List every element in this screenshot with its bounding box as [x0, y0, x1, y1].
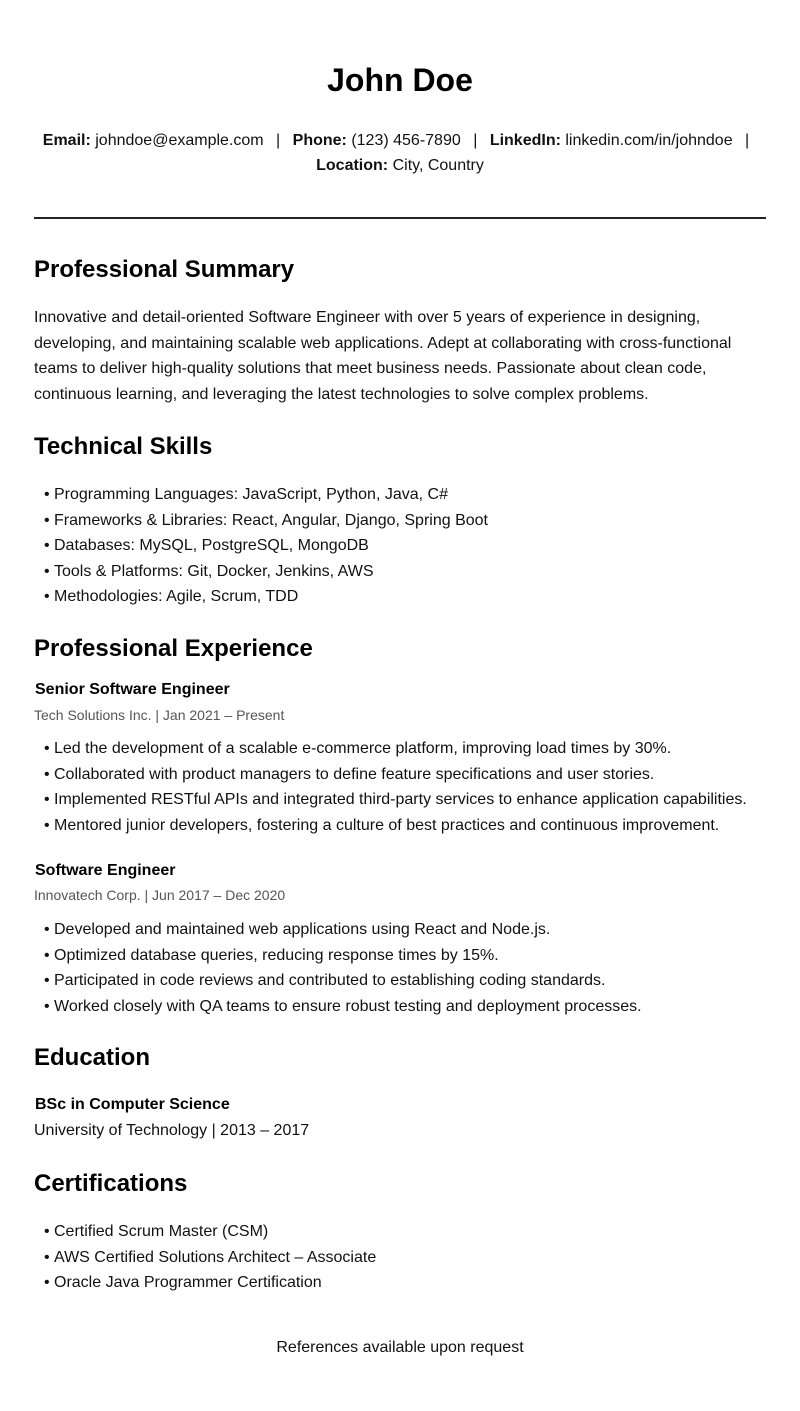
education-meta: University of Technology | 2013 – 2017 [34, 1122, 310, 1139]
job-bullets [44, 917, 642, 1019]
linkedin-label: LinkedIn: [489, 132, 561, 149]
certifications-heading: Certifications [34, 1170, 188, 1197]
contact-separator: | [276, 132, 281, 149]
list-item: • Certified Scrum Master (CSM) [44, 1219, 376, 1245]
education-heading: Education [34, 1044, 151, 1071]
list-item: • Developed and maintained web applications using React and Node.js. [44, 917, 642, 943]
summary-heading: Professional Summary [34, 256, 295, 283]
email-value: johndoe@example.com [95, 132, 264, 149]
list-item: • Led the development of a scalable e-commerce platform, improving load times by 30%. [44, 736, 747, 762]
list-item: • Tools & Platforms: Git, Docker, Jenkins, AWS [44, 559, 488, 585]
contact-separator: | [745, 132, 750, 149]
job-title: Software Engineer [35, 862, 176, 879]
job-meta: Tech Solutions Inc. | Jan 2021 – Present [34, 707, 285, 723]
list-item: • Oracle Java Programmer Certification [44, 1270, 376, 1296]
list-item: • Optimized database queries, reducing response times by 15%. [44, 943, 642, 969]
list-item: • Collaborated with product managers to define feature specifications and user stories. [44, 762, 747, 788]
experience-heading: Professional Experience [34, 635, 313, 662]
list-item: • Frameworks & Libraries: React, Angular, Django, Spring Boot [44, 508, 488, 534]
list-item: • Implemented RESTful APIs and integrated third-party services to enhance application capabilities. [44, 787, 747, 813]
list-item: • Participated in code reviews and contributed to establishing coding standards. [44, 968, 642, 994]
header-divider [34, 217, 766, 219]
list-item: • Worked closely with QA teams to ensure robust testing and deployment processes. [44, 994, 642, 1020]
certifications-list [44, 1219, 376, 1296]
list-item: • Mentored junior developers, fostering a culture of best practices and continuous improvement. [44, 813, 747, 839]
skills-heading: Technical Skills [34, 433, 213, 460]
list-item: • AWS Certified Solutions Architect – Associate [44, 1245, 376, 1271]
references-note: References available upon request [276, 1339, 524, 1356]
email-label: Email: [42, 132, 91, 149]
job-meta: Innovatech Corp. | Jun 2017 – Dec 2020 [34, 887, 286, 903]
job-bullets [44, 736, 747, 838]
list-item: • Methodologies: Agile, Scrum, TDD [44, 584, 488, 610]
phone-value: (123) 456-7890 [351, 132, 461, 149]
summary-text: Innovative and detail-oriented Software Engineer with over 5 years of experience in designing, developing, and maintaining scalable web applications. Adept at collaborating with cross-functional teams to deliver high-quality solutions that meet business needs. Passionate about clean code, continuous learning, and leveraging the latest technologies to solve complex problems. [34, 309, 732, 403]
linkedin-value: linkedin.com/in/johndoe [565, 132, 733, 149]
contact-info [34, 128, 766, 178]
contact-separator: | [473, 132, 478, 149]
list-item: • Programming Languages: JavaScript, Python, Java, C# [44, 482, 488, 508]
skills-list [44, 482, 488, 610]
location-value: City, Country [392, 157, 484, 174]
list-item: • Databases: MySQL, PostgreSQL, MongoDB [44, 533, 488, 559]
job-title: Senior Software Engineer [35, 681, 230, 698]
education-degree: BSc in Computer Science [35, 1096, 230, 1113]
phone-label: Phone: [292, 132, 347, 149]
candidate-name: John Doe [327, 62, 473, 98]
location-label: Location: [316, 157, 389, 174]
